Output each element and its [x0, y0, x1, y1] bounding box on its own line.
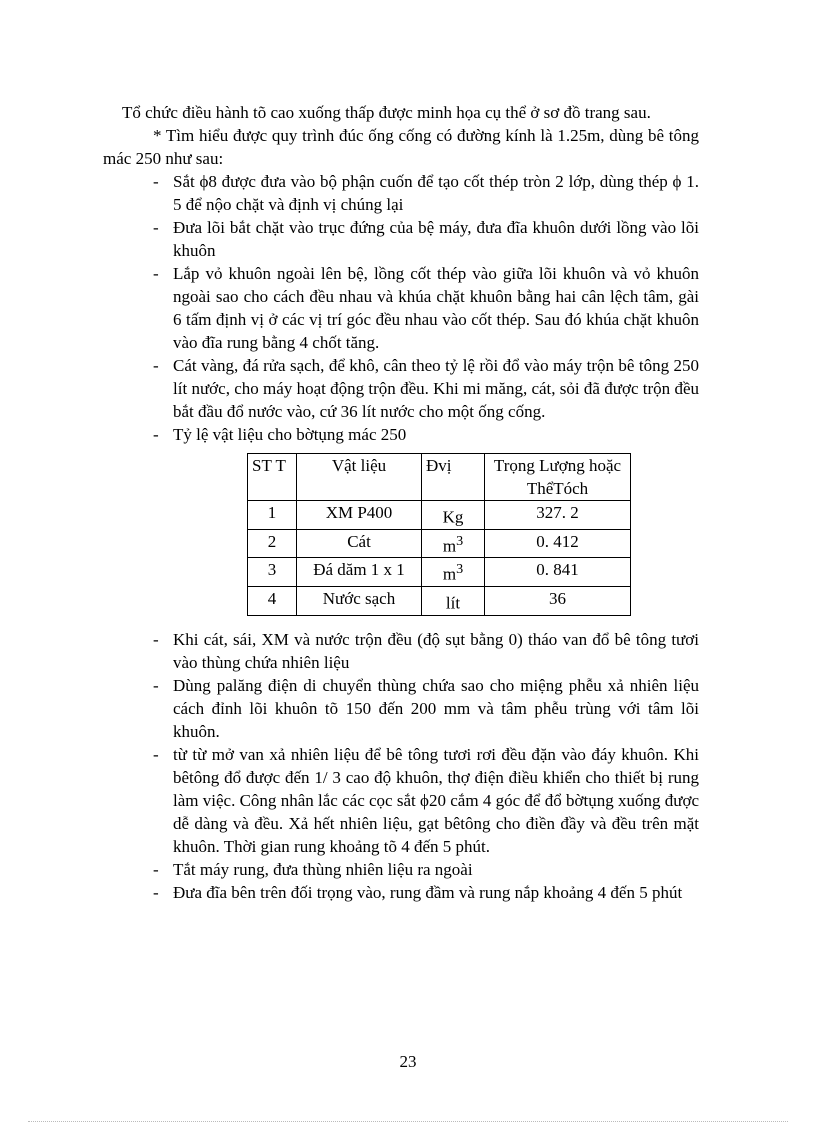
cell-stt: 1: [248, 501, 297, 530]
cell-stt: 2: [248, 529, 297, 558]
list-item: - Đưa đĩa bên trên đối trọng vào, rung đầm và rung nắp khoảng 4 đến 5 phút: [173, 881, 699, 904]
header-stt: ST T: [248, 454, 297, 501]
cell-stt: 3: [248, 558, 297, 587]
table-row: [248, 558, 631, 587]
list-item: - từ từ mở van xả nhiên liệu để bê tông tươi rơi đều đặn vào đáy khuôn. Khi bêtông đổ được đến 1/ 3 cao độ khuôn, thợ điện điều khiển cho thiết bị rung làm việc. Công nhân lắc các cọc sắt ϕ20 cắm 4 góc để đổ bờtụng xuống được dễ dàng và đều. Xả hết nhiên liệu, gạt bêtông cho điền đầy và đều trên mặt khuôn. Thời gian rung khoảng tõ 4 đến 5 phút.: [173, 743, 699, 858]
page-bottom-dotted-line: [28, 1121, 788, 1122]
cell-unit: Kg: [422, 501, 485, 530]
process-heading-paragraph: * Tìm hiểu được quy trình đúc ống cống có đường kính là 1.25m, dùng bê tông mác 250 như sau:: [103, 126, 699, 168]
material-ratio-table: [247, 453, 631, 616]
list-item: - Tắt máy rung, đưa thùng nhiên liệu ra ngoài: [173, 858, 699, 881]
list-item: - Khi cát, sái, XM và nước trộn đều (độ sụt bằng 0) tháo van đổ bê tông tươi vào thùng chứa nhiên liệu: [173, 628, 699, 674]
table-row: [248, 586, 631, 615]
cell-unit: lít: [422, 586, 485, 615]
cell-unit: $m^3$: [422, 558, 485, 587]
cell-stt: 4: [248, 586, 297, 615]
cell-value: 327. 2: [485, 501, 631, 530]
table-header-row: [248, 454, 631, 501]
list-item: - Đưa lõi bắt chặt vào trục đứng của bệ máy, đưa đĩa khuôn dưới lồng vào lõi khuôn: [173, 216, 699, 262]
cell-material: Đá dăm 1 x 1: [297, 558, 422, 587]
process-steps-list-2: [103, 628, 699, 904]
table-row: [248, 529, 631, 558]
process-steps-list-1: [103, 170, 699, 446]
list-item: - Tỷ lệ vật liệu cho bờtụng mác 250: [173, 423, 699, 446]
cell-value: 0. 841: [485, 558, 631, 587]
header-weight: Trọng Lượng hoặc ThểTóch: [485, 454, 631, 501]
header-unit: Đvị: [422, 454, 485, 501]
list-item: - Dùng palăng điện di chuyển thùng chứa sao cho miệng phễu xả nhiên liệu cách đỉnh lõi khuôn tõ 150 đến 200 mm và tâm phễu trùng với tâm lõi khuôn.: [173, 674, 699, 743]
list-item: - Sắt ϕ8 được đưa vào bộ phận cuốn để tạo cốt thép tròn 2 lớp, dùng thép ϕ 1. 5 để nộo chặt và định vị chúng lại: [173, 170, 699, 216]
cell-material: XM P400: [297, 501, 422, 530]
cell-material: Nước sạch: [297, 586, 422, 615]
list-item: - Cát vàng, đá rửa sạch, để khô, cân theo tỷ lệ rồi đổ vào máy trộn bê tông 250 lít nước, cho máy hoạt động trộn đều. Khi mi măng, cát, sỏi đã được trộn đều bắt đầu đổ nước vào, cứ 36 lít nước cho một ống cống.: [173, 354, 699, 423]
intro-paragraph: Tổ chức điều hành tõ cao xuống thấp được minh họa cụ thể ở sơ đồ trang sau.: [122, 103, 651, 122]
cell-value: 36: [485, 586, 631, 615]
material-table-wrapper: [247, 453, 699, 616]
cell-unit: $m^3$: [422, 529, 485, 558]
header-material: Vật liệu: [297, 454, 422, 501]
list-item: - Lắp vỏ khuôn ngoài lên bệ, lồng cốt thép vào giữa lõi khuôn và vỏ khuôn ngoài sao cho cách đều nhau và khúa chặt khuôn bằng hai cân lệch tâm, gài 6 tấm định vị ở các vị trí góc đều nhau vào cốt thép. Sau đó khúa chặt khuôn vào đĩa rung bằng 4 chốt tăng.: [173, 262, 699, 354]
page-number: 23: [399, 1052, 417, 1071]
table-row: [248, 501, 631, 530]
cell-value: 0. 412: [485, 529, 631, 558]
page-content: [103, 101, 699, 904]
cell-material: Cát: [297, 529, 422, 558]
